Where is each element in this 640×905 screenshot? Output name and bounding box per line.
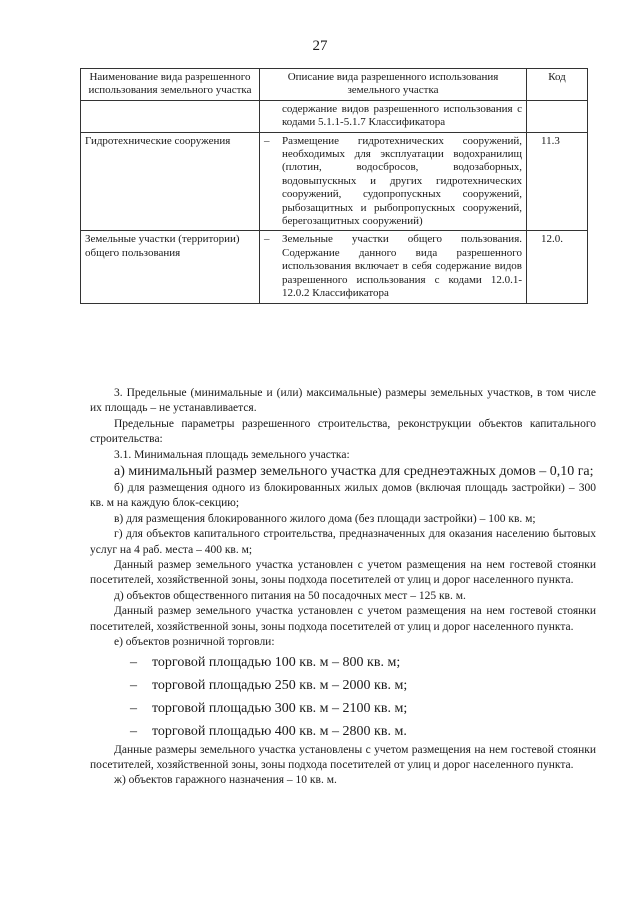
list-item [130, 651, 596, 674]
header-name: Наименование вида разрешенного использования земельного участка [81, 69, 260, 101]
row-name: Земельные участки (территории) общего пользования [81, 231, 260, 303]
paragraph: д) объектов общественного питания на 50 посадочных мест – 125 кв. м. [114, 589, 466, 602]
paragraph: Данный размер земельного участка установлен с учетом размещения на нем гостевой стоянки посетителей, хозяйственной зоны, зоны подхода посетителей от улиц и дорог населенного пункта. [90, 559, 596, 587]
paragraph: е) объектов розничной торговли: [114, 636, 275, 649]
header-description: Описание вида разрешенного использования земельного участка [260, 69, 527, 101]
document-body [90, 386, 596, 789]
row-description: Размещение гидротехнических сооружений, необходимых для эксплуатации водохранилищ (плотин, водосбросов, водозаборных, водовыпускных и других гидротехнических сооружений, судопропускных сооружений, рыбозащитных и рыбопропускных сооружений, берегозащитных сооружений) [282, 134, 522, 228]
row-dash: – [264, 233, 270, 246]
table-row [81, 132, 588, 231]
table-row [81, 100, 588, 132]
list-dash: – [130, 654, 137, 670]
row-name [81, 100, 260, 132]
table-header-row [81, 69, 588, 101]
list-item-text: торговой площадью 300 кв. м – 2100 кв. м; [152, 700, 408, 716]
list-dash: – [130, 700, 137, 716]
paragraph: Данные размеры земельного участка установлены с учетом размещения на нем гостевой стоянки посетителей, хозяйственной зоны, зоны подхода посетителей от улиц и дорог населенного пункта. [90, 743, 596, 771]
list-item [130, 720, 596, 743]
list-item-text: торговой площадью 250 кв. м – 2000 кв. м; [152, 677, 408, 693]
list-dash: – [130, 677, 137, 693]
retail-list [90, 651, 596, 743]
list-item [130, 674, 596, 697]
paragraph: б) для размещения одного из блокированных жилых домов (включая площадь застройки) – 300 кв. м на каждую блок-секцию; [90, 482, 596, 510]
paragraph: ж) объектов гаражного назначения – 10 кв. м. [114, 774, 337, 787]
page-number: 27 [312, 38, 328, 54]
row-dash: – [264, 134, 270, 147]
row-description: содержание видов разрешенного использования с кодами 5.1.1-5.1.7 Классификатора [282, 102, 522, 129]
row-description: Земельные участки общего пользования. Содержание данного вида разрешенного использования включает в себя содержание видов разрешенного использования с кодами 12.0.1-12.0.2 Классификатора [282, 233, 522, 300]
paragraph: г) для объектов капитального строительства, предназначенных для оказания населению бытовых услуг на 4 раб. места – 400 кв. м; [90, 528, 596, 556]
row-dash [264, 103, 282, 130]
list-dash: – [130, 723, 137, 739]
row-code: 12.0. [527, 231, 588, 303]
paragraph: 3. Предельные (минимальные и (или) максимальные) размеры земельных участков, в том числе их площадь – не устанавливается. [90, 387, 596, 415]
row-code [527, 100, 588, 132]
paragraph: а) минимальный размер земельного участка для среднеэтажных домов – 0,10 га; [114, 464, 594, 480]
list-item-text: торговой площадью 400 кв. м – 2800 кв. м. [152, 723, 407, 739]
paragraph: Предельные параметры разрешенного строительства, реконструкции объектов капитального строительства: [90, 417, 596, 446]
list-item-text: торговой площадью 100 кв. м – 800 кв. м; [152, 654, 401, 670]
land-use-table [80, 68, 588, 304]
paragraph: в) для размещения блокированного жилого дома (без площади застройки) – 100 кв. м; [114, 512, 536, 525]
row-name: Гидротехнические сооружения [81, 132, 260, 231]
header-code: Код [527, 69, 588, 101]
row-code: 11.3 [527, 132, 588, 231]
paragraph: Данный размер земельного участка установлен с учетом размещения на нем гостевой стоянки посетителей, хозяйственной зоны, зоны подхода посетителей от улиц и дорог населенного пункта. [90, 605, 596, 633]
list-item [130, 697, 596, 720]
paragraph: 3.1. Минимальная площадь земельного участка: [114, 448, 350, 461]
table-row [81, 231, 588, 303]
